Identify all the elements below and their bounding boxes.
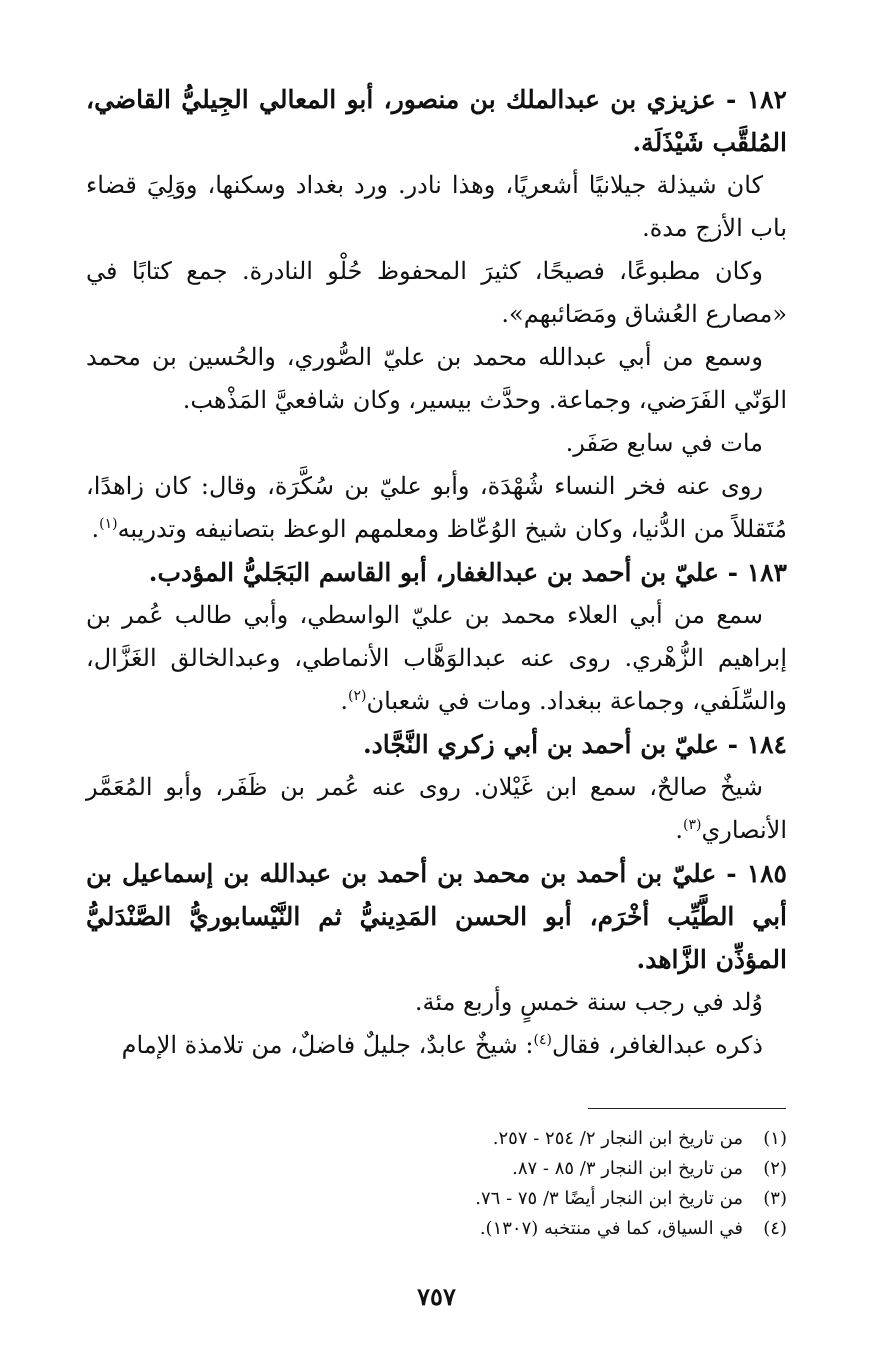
paragraph: وُلد في رجب سنة خمسٍ وأربع مئة. xyxy=(414,988,763,1016)
footnotes xyxy=(86,1124,787,1244)
paragraph-text: سمع من أبي العلاء محمد بن عليّ الواسطي، وأبي طالب عُمر بن إبراهيم الزُّهْري. روى عنه عبدالوَهَّاب الأنماطي، وعبدالخالق الغَزَّال، والسِّلَفي، وجماعة ببغداد. ومات في شعبان xyxy=(86,601,787,715)
paragraph: سمع من أبي العلاء محمد بن عليّ الواسطي، وأبي طالب عُمر بن إبراهيم الزُّهْري. روى عنه عبدالوَهَّاب الأنماطي، وعبدالخالق الغَزَّال، والسِّلَفي، وجماعة ببغداد. ومات في شعبان$^{(٢)}$. xyxy=(86,601,787,715)
footnote-number: (٣) xyxy=(763,1188,787,1209)
paragraph: وكان مطبوعًا، فصيحًا، كثيرَ المحفوظ حُلْو النادرة. جمع كتابًا في «مصارع العُشاق ومَصَائبهم». xyxy=(86,257,787,328)
footnote-text: من تاريخ ابن النجار ٢/ ٢٥٤ - ٢٥٧. xyxy=(492,1128,743,1149)
footnote-number: (٢) xyxy=(763,1158,787,1179)
footnote-ref: (٤) xyxy=(533,1032,552,1048)
footnote-number: (١) xyxy=(763,1128,787,1149)
paragraph: شيخٌ صالحٌ، سمع ابن غَيْلان. روى عنه عُمر بن ظَفَر، وأبو المُعَمَّر الأنصاري$^{(٣)}$. xyxy=(86,773,787,844)
paragraph-text: شيخٌ صالحٌ، سمع ابن غَيْلان. روى عنه عُمر بن ظَفَر، وأبو المُعَمَّر الأنصاري xyxy=(86,773,787,844)
paragraph: كان شيذلة جيلانيًا أشعريًا، وهذا نادر. ورد بغداد وسكنها، ووَلِيَ قضاء باب الأزج مدة. xyxy=(86,171,787,242)
footnote-ref: (٢) xyxy=(347,688,367,704)
paragraph-text: : شيخٌ عابدٌ، جليلٌ فاضلٌ، من تلامذة الإمام xyxy=(121,1031,534,1059)
paragraph-text: روى عنه فخر النساء شُهْدَة، وأبو عليّ بن سُكَّرَة، وقال: كان زاهدًا، مُتَقللاً من الدُّنيا، وكان شيخ الوُعّاظ ومعلمهم الوعظ بتصانيفه وتدريبه xyxy=(86,472,787,543)
page-number: ٧٥٧ xyxy=(417,1282,456,1311)
footnote-text: من تاريخ ابن النجار أيضًا ٣/ ٧٥ - ٧٦. xyxy=(475,1188,743,1209)
footnote xyxy=(86,1124,787,1154)
footnote-ref: (٣) xyxy=(682,817,702,833)
footnote-text: من تاريخ ابن النجار ٣/ ٨٥ - ٨٧. xyxy=(512,1158,743,1179)
footnote-text: في السياق، كما في منتخبه (١٣٠٧). xyxy=(479,1218,743,1239)
paragraph: روى عنه فخر النساء شُهْدَة، وأبو عليّ بن سُكَّرَة، وقال: كان زاهدًا، مُتَقللاً من الدُّنيا، وكان شيخ الوُعّاظ ومعلمهم الوعظ بتصانيفه وتدريبه$^{(١)}$. xyxy=(86,472,787,543)
paragraph: وسمع من أبي عبدالله محمد بن عليّ الصُّوري، والحُسين بن محمد الوَنّي الفَرَضي، وجماعة. وحدَّث بيسير، وكان شافعيَّ المَذْهب. xyxy=(86,343,787,414)
entry-heading: ١٨٤ - عليّ بن أحمد بن أبي زكري النَّجَّاد. xyxy=(362,730,787,759)
footnote xyxy=(86,1154,787,1184)
footnote xyxy=(86,1184,787,1214)
footnote-number: (٤) xyxy=(763,1218,787,1239)
paragraph: مات في سابع صَفَر. xyxy=(565,429,763,457)
entry-heading: ١٨٢ - عزيزي بن عبدالملك بن منصور، أبو المعالي الجِيليُّ القاضي، المُلقَّب شَيْذَلَة. xyxy=(86,85,787,157)
footnote-divider xyxy=(588,1108,786,1109)
footnote-ref: (١) xyxy=(99,516,118,532)
entry-heading: ١٨٣ - عليّ بن أحمد بن عبدالغفار، أبو القاسم البَجَليُّ المؤدب. xyxy=(148,558,787,587)
main-text xyxy=(86,78,787,1067)
paragraph-text: ذكره عبدالغافر، فقال xyxy=(551,1031,763,1059)
entry-heading: ١٨٥ - عليّ بن أحمد بن محمد بن أحمد بن عبدالله بن إسماعيل بن أبي الطَّيِّب أخْرَم، أبو الحسن المَدِينيُّ ثم النَّيْسابوريُّ الصَّنْدَليُّ المؤذِّن الزَّاهد. xyxy=(86,859,787,974)
footnote xyxy=(86,1214,787,1244)
paragraph xyxy=(86,1024,787,1067)
